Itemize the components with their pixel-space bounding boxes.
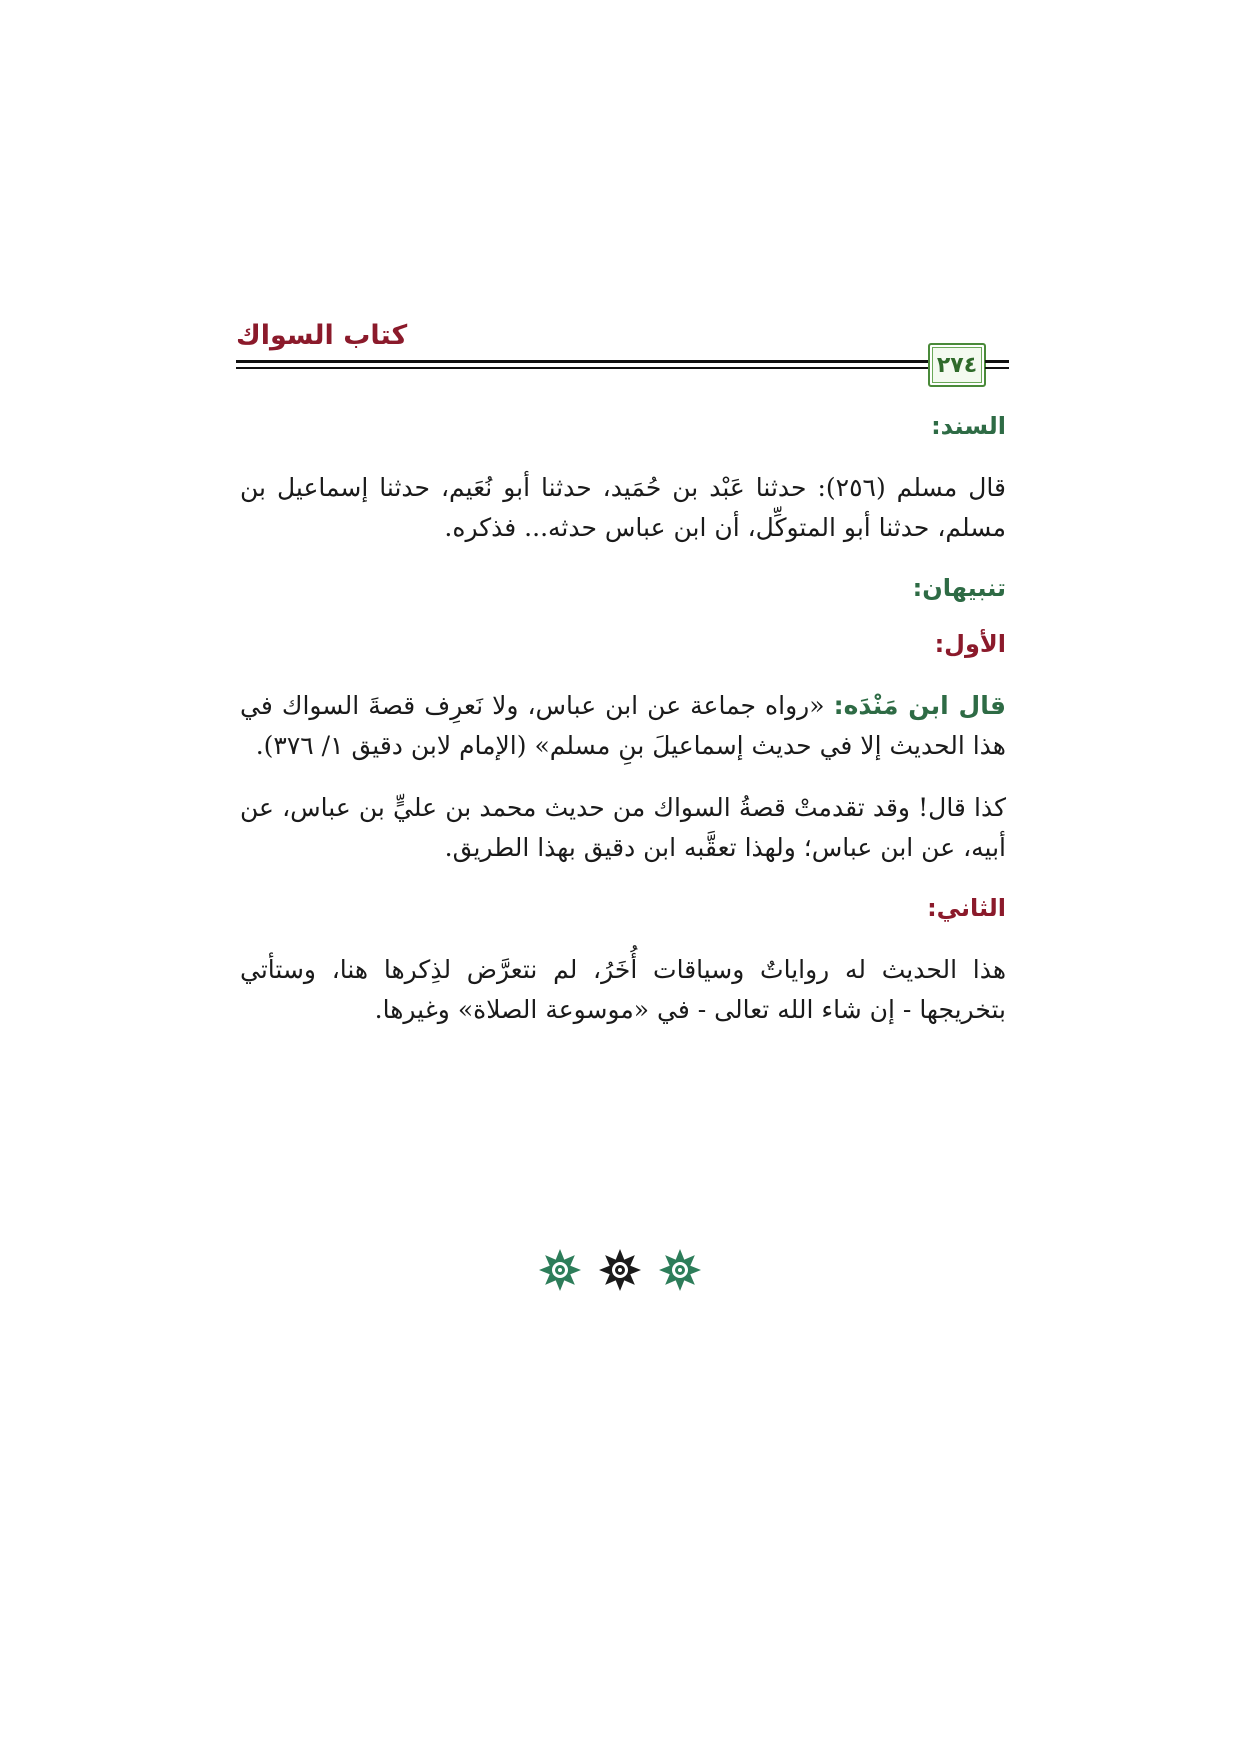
first-comment: كذا قال! وقد تقدمتْ قصةُ السواك من حديث محمد بن عليٍّ بن عباس، عن أبيه، عن ابن عباس؛ ولهذا تعقَّبه ابن دقيق بهذا الطريق. bbox=[240, 793, 1006, 862]
section-end-ornaments bbox=[520, 1240, 720, 1300]
sanad-heading: السند: bbox=[931, 412, 1006, 440]
header-rule bbox=[236, 360, 928, 363]
first-paragraph bbox=[240, 686, 1006, 766]
ornament-icon bbox=[597, 1247, 643, 1293]
header-rule-right-thin bbox=[985, 367, 1009, 369]
second-paragraph: هذا الحديث له رواياتٌ وسياقات أُخَرُ، لم نتعرَّض لذِكرها هنا، وستأتي بتخريجها - إن شاء الله تعالى - في «موسوعة الصلاة» وغيرها. bbox=[240, 955, 1006, 1024]
page-number: ٢٧٤ bbox=[936, 352, 978, 378]
second-heading: الثاني: bbox=[927, 894, 1006, 922]
first-heading: الأول: bbox=[934, 630, 1006, 658]
header-rule-thin bbox=[236, 367, 928, 369]
first-lead: قال ابن مَنْدَه: bbox=[833, 691, 1006, 720]
ornament-icon bbox=[537, 1247, 583, 1293]
sanad-paragraph: قال مسلم (٢٥٦): حدثنا عَبْد بن حُمَيد، حدثنا أبو نُعَيم، حدثنا إسماعيل بن مسلم، حدثنا أبو المتوكِّل، أن ابن عباس حدثه... فذكره. bbox=[240, 473, 1006, 542]
page-body bbox=[240, 400, 1006, 1030]
page-header bbox=[0, 0, 1240, 400]
book-title: كتاب السواك bbox=[236, 320, 408, 351]
page-number-badge bbox=[928, 343, 986, 387]
header-rule-right bbox=[985, 360, 1009, 363]
notes-heading: تنبيهان: bbox=[912, 574, 1006, 602]
ornament-icon bbox=[657, 1247, 703, 1293]
first-quote: «رواه جماعة عن ابن عباس، ولا نَعرِف قصةَ السواك في هذا الحديث إلا في حديث إسماعيلَ بنِ مسلم» (الإمام لابن دقيق ١/ ٣٧٦). bbox=[240, 691, 1006, 760]
